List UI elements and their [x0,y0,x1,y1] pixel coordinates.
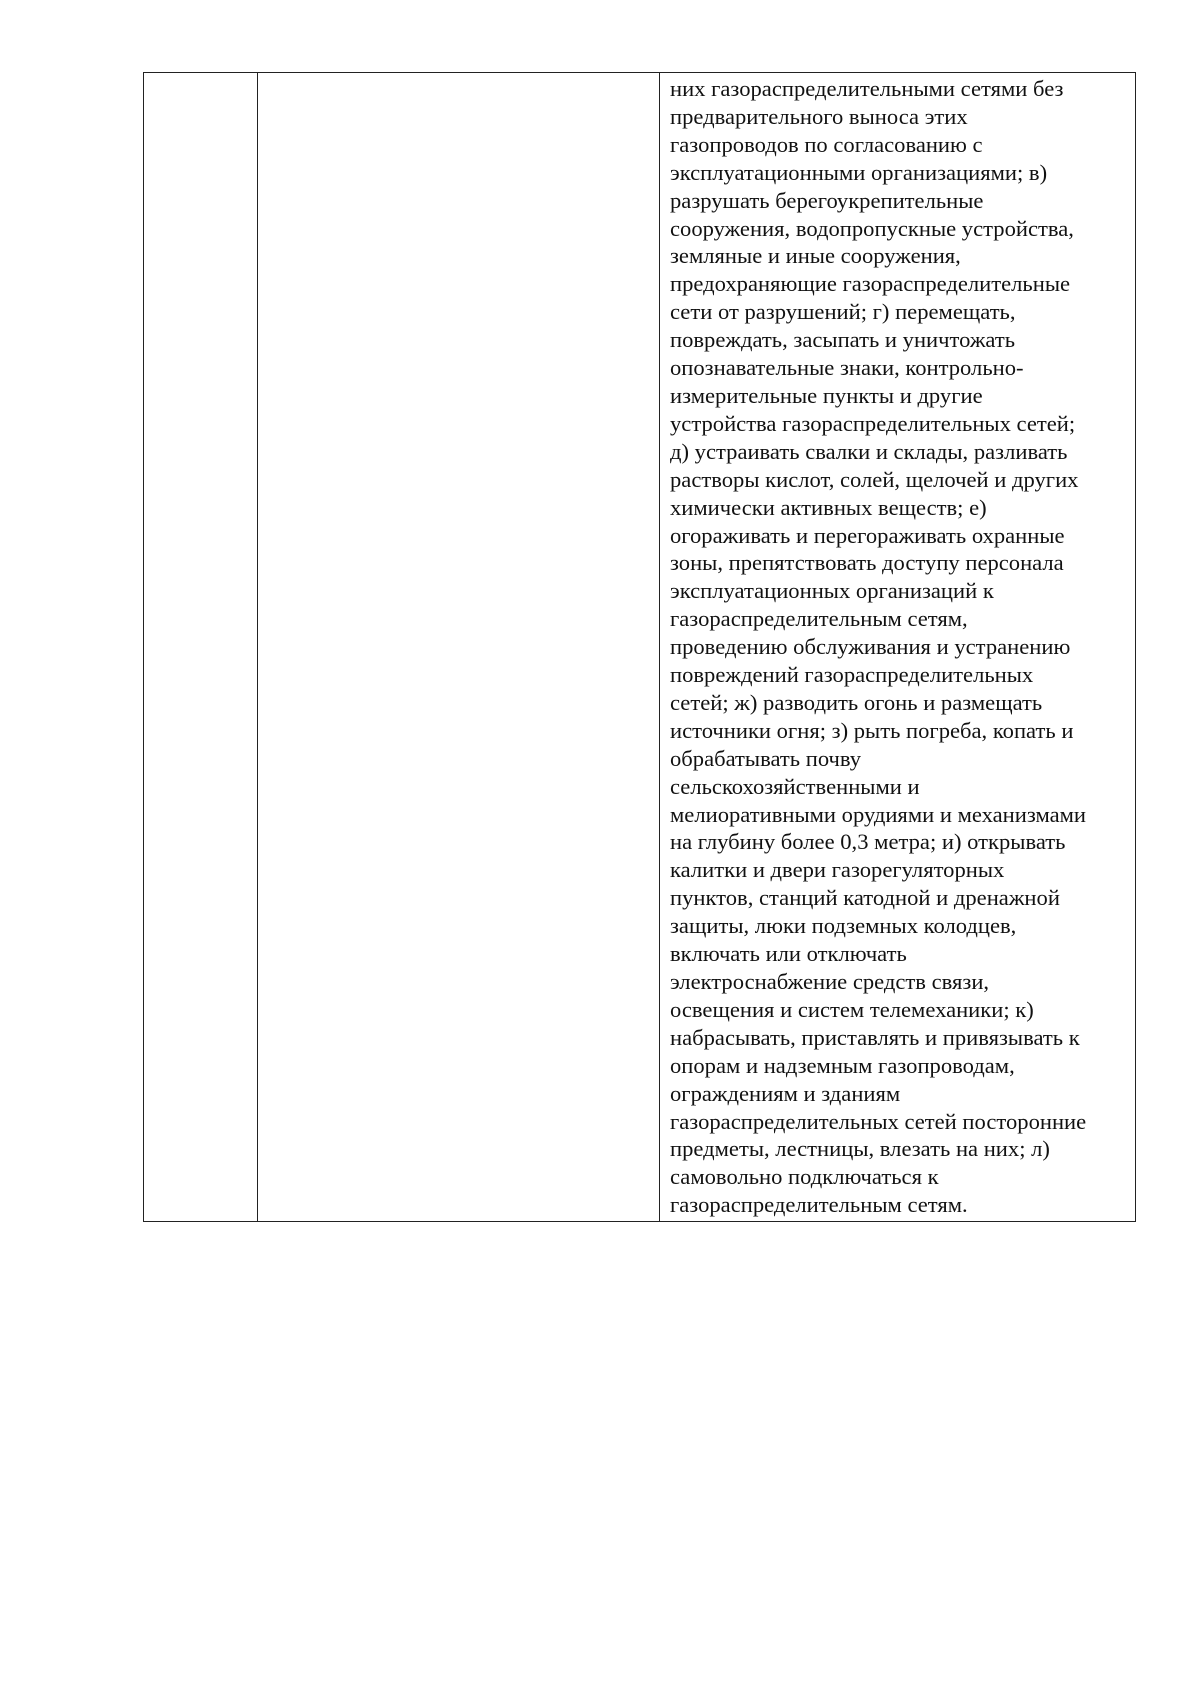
text-line: земляные и иные сооружения, [670,243,961,269]
text-line: опознавательные знаки, контрольно- [670,355,1024,381]
text-line: ограждениям и зданиям [670,1080,901,1106]
text-line: газораспределительных сетей посторонние [670,1108,1087,1134]
table-cell-title [258,73,660,1222]
text-line: электроснабжение средств связи, [670,969,990,994]
table-cell-content [660,73,1136,1222]
text-line: разрушать берегоукрепительные [670,187,984,213]
text-line: измерительные пункты и другие [670,382,983,408]
text-line: обрабатывать почву [670,745,862,771]
table-cell-number [144,73,258,1222]
table-row [144,73,1136,1222]
text-line: мелиоративными орудиями и механизмами [670,801,1086,827]
text-line: зоны, препятствовать доступу персонала [670,550,1064,576]
text-line: сетей; ж) разводить огонь и размещать [670,689,1043,715]
cell-number-text [144,73,257,77]
text-line: сооружения, водопропускные устройства, [670,215,1074,241]
text-line: устройства газораспределительных сетей; [670,410,1076,436]
text-line: набрасывать, приставлять и привязывать к [670,1024,1080,1050]
regulation-table [143,72,1136,1222]
text-line: на глубину более 0,3 метра; и) открывать [670,829,1066,855]
text-line: повреждений газораспределительных [670,662,1034,688]
text-line: пунктов, станций катодной и дренажной [670,885,1060,911]
text-line: эксплуатационных организаций к [670,578,994,604]
text-line: защиты, люки подземных колодцев, [670,913,1017,939]
text-line: д) устраивать свалки и склады, разливать [670,438,1068,464]
text-line: сельскохозяйственными и [670,773,920,799]
text-line: опорам и надземным газопроводам, [670,1052,1015,1078]
text-line: проведению обслуживания и устранению [670,634,1071,660]
text-line: них газораспределительными сетями без [670,76,1064,101]
text-line: газопроводов по согласованию с [670,131,983,157]
text-line: предохраняющие газораспределительные [670,271,1071,297]
text-line: калитки и двери газорегуляторных [670,857,1005,883]
text-line: самовольно подключаться к [670,1164,939,1190]
text-line: предметы, лестницы, влезать на них; л) [670,1136,1050,1162]
text-line: газораспределительным сетям. [670,1192,968,1218]
text-line: сети от разрушений; г) перемещать, [670,299,1016,325]
text-line: освещения и систем телемеханики; к) [670,996,1034,1022]
cell-content-text [660,73,1135,1221]
text-line: предварительного выноса этих [670,103,968,129]
text-line: химически активных веществ; е) [670,494,987,520]
text-line: источники огня; з) рыть погреба, копать и [670,717,1074,743]
text-line: газораспределительным сетям, [670,606,968,632]
text-line: включать или отключать [670,941,907,967]
text-line: повреждать, засыпать и уничтожать [670,327,1016,353]
cell-title-text [258,73,659,77]
text-line: растворы кислот, солей, щелочей и других [670,466,1079,492]
text-line: огораживать и перегораживать охранные [670,522,1065,548]
text-line: эксплуатационными организациями; в) [670,159,1048,185]
